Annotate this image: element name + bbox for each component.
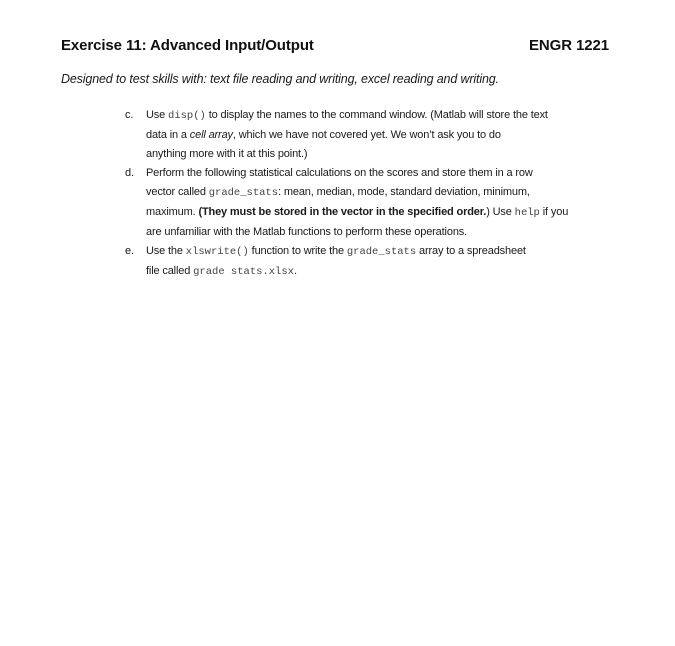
document-header: [61, 37, 609, 54]
course-code: ENGR 1221: [529, 37, 609, 54]
text-run: maximum.: [146, 206, 199, 218]
text-run: Use the: [146, 245, 186, 257]
task-item: [125, 106, 625, 164]
task-item: [125, 242, 625, 282]
inline-code: disp(): [168, 110, 206, 122]
text-run: .: [293, 265, 297, 277]
task-line: [146, 242, 625, 262]
inline-code: grade stats.xlsx: [193, 266, 294, 278]
task-line: [146, 203, 625, 223]
text-run: function to write the: [248, 245, 347, 257]
text-run: if you: [539, 206, 569, 218]
text-run: are unfamiliar with the Matlab functions to perform these operations.: [146, 226, 468, 238]
text-run: data in a: [146, 129, 190, 141]
text-run: Perform the following statistical calculations on the scores and store them in a row: [146, 167, 533, 179]
task-list: [125, 106, 625, 282]
text-run: : mean, median, mode, standard deviation, minimum,: [278, 186, 530, 198]
inline-code: grade_stats: [346, 246, 417, 258]
task-marker: c.: [125, 109, 134, 121]
task-line: [146, 223, 625, 242]
text-run: Use: [146, 109, 169, 121]
task-item: [125, 164, 625, 242]
exercise-subtitle: Designed to test skills with: text file reading and writing, excel reading and writing.: [61, 72, 499, 86]
inline-code: help: [514, 207, 540, 219]
text-run: vector called: [146, 186, 209, 198]
inline-code: xlswrite(): [185, 246, 249, 258]
task-line: [146, 262, 625, 282]
task-line: [146, 164, 625, 183]
text-run: anything more with it at this point.): [146, 148, 308, 160]
task-marker: e.: [125, 245, 134, 257]
text-run: to display the names to the command window. (Matlab will store the text: [205, 109, 548, 121]
exercise-title: Exercise 11: Advanced Input/Output: [61, 37, 314, 54]
task-line: [146, 126, 625, 145]
bold-emphasis: (They must be stored in the vector in the specified order.: [198, 206, 487, 218]
text-run: , which we have not covered yet. We won’t ask you to do: [232, 129, 501, 141]
task-line: [146, 106, 625, 126]
task-line: [146, 183, 625, 203]
inline-code: grade_stats: [208, 187, 279, 199]
text-run: array to a spreadsheet: [416, 245, 526, 257]
text-run: ) Use: [486, 206, 515, 218]
italic-term: cell array: [189, 129, 233, 141]
task-marker: d.: [125, 167, 134, 179]
task-line: [146, 145, 625, 164]
text-run: file called: [146, 265, 194, 277]
